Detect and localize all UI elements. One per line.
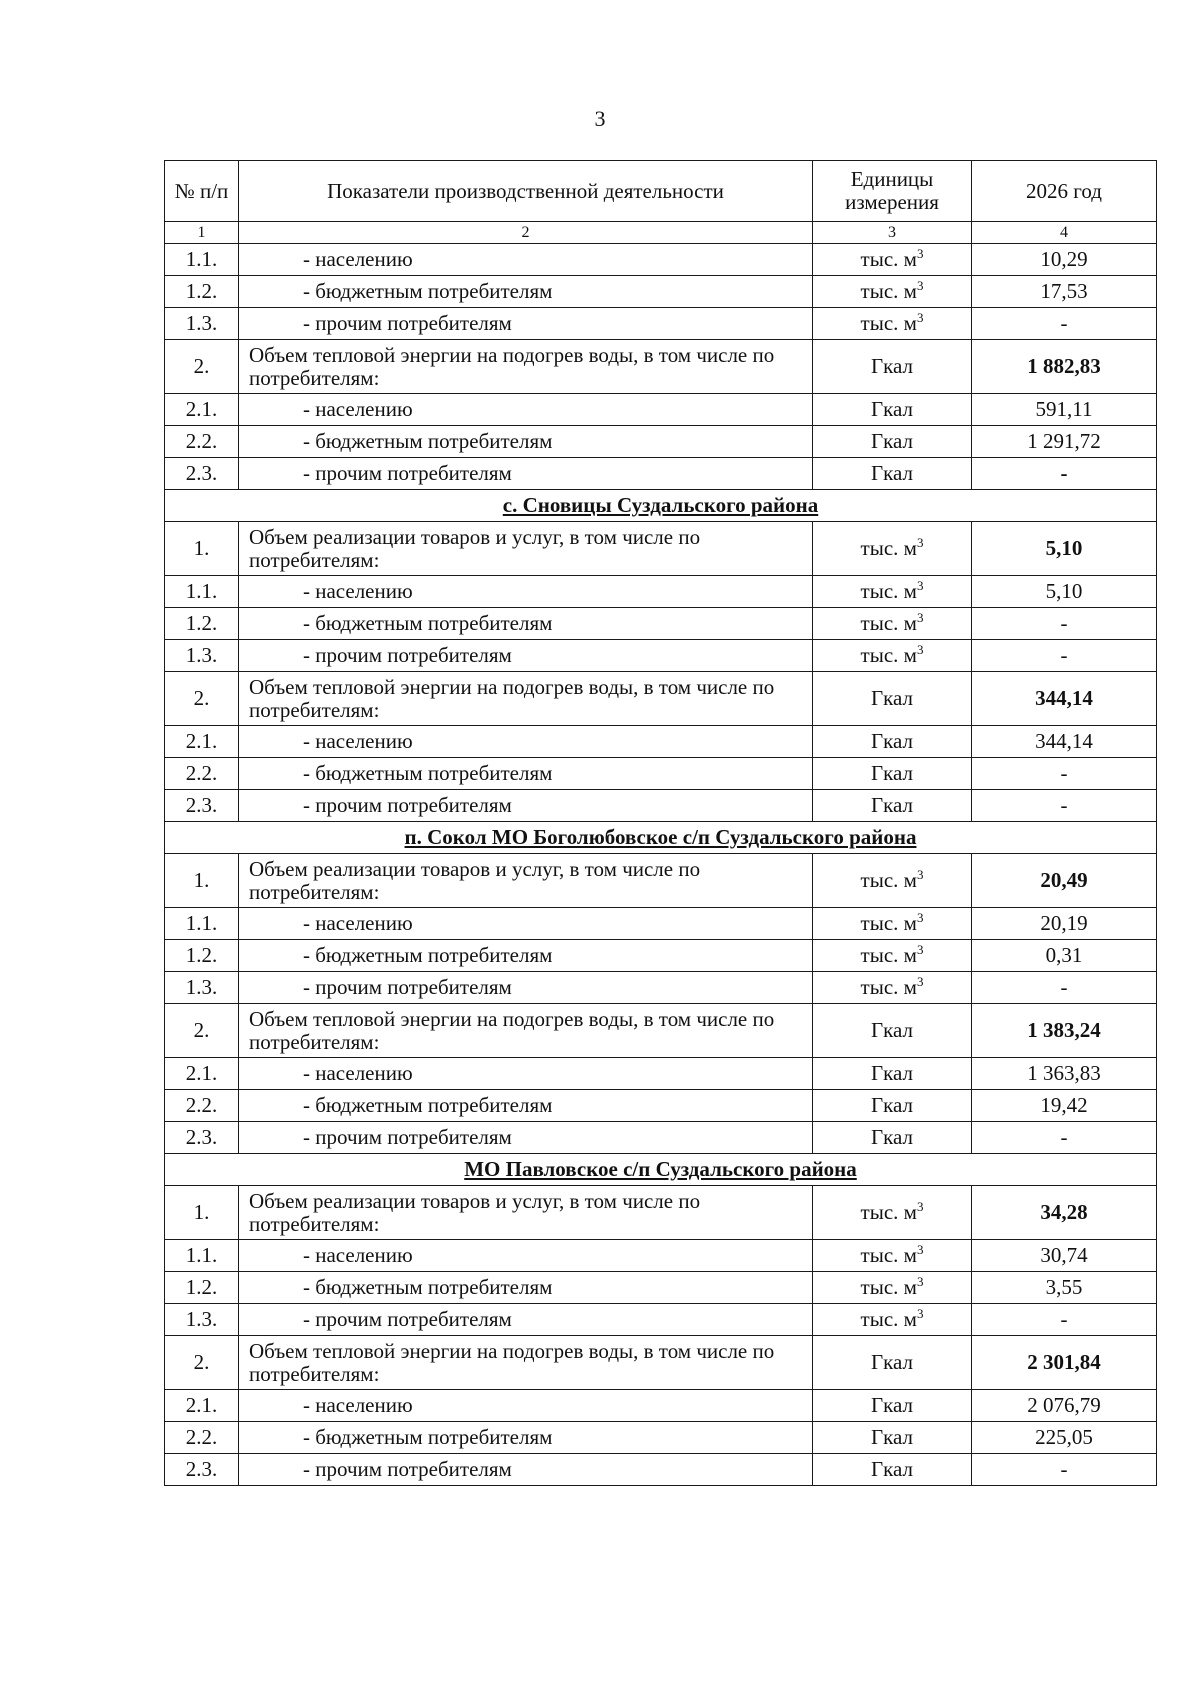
unit-label: тыс. м: [860, 1275, 917, 1299]
row-number: 1.2.: [165, 276, 239, 308]
row-number: 1.1.: [165, 576, 239, 608]
table-row: [165, 1390, 1157, 1422]
table-row: [165, 1336, 1157, 1390]
unit-label: тыс. м: [860, 1243, 917, 1267]
unit-cell: [813, 972, 972, 1004]
indicator-name: - населению: [239, 908, 813, 940]
table-row: [165, 576, 1157, 608]
indicator-name: - прочим потребителям: [239, 640, 813, 672]
value-2026: 20,49: [972, 854, 1157, 908]
table-row: [165, 308, 1157, 340]
value-2026: 1 383,24: [972, 1004, 1157, 1058]
row-number: 2.: [165, 1336, 239, 1390]
indicator-name: Объем тепловой энергии на подогрев воды, в том числе по потребителям:: [239, 340, 813, 394]
row-number: 2.: [165, 340, 239, 394]
value-2026: 344,14: [972, 726, 1157, 758]
unit-cell: [813, 522, 972, 576]
column-numbering-row: [165, 222, 1157, 244]
value-2026: 19,42: [972, 1090, 1157, 1122]
production-indicators-table: [164, 160, 1157, 1486]
unit-superscript: 3: [916, 867, 924, 882]
table-row: [165, 1090, 1157, 1122]
row-number: 1.3.: [165, 640, 239, 672]
indicator-name: - бюджетным потребителям: [239, 1272, 813, 1304]
unit-label: Гкал: [870, 1018, 913, 1042]
table-row: [165, 972, 1157, 1004]
row-number: 2.1.: [165, 394, 239, 426]
table-row: [165, 244, 1157, 276]
table-row: [165, 640, 1157, 672]
table-row: [165, 1122, 1157, 1154]
section-title: с. Сновицы Суздальского района: [165, 490, 1157, 522]
value-2026: 5,10: [972, 576, 1157, 608]
value-2026: 17,53: [972, 276, 1157, 308]
value-2026: -: [972, 308, 1157, 340]
unit-cell: [813, 1090, 972, 1122]
table-row: [165, 790, 1157, 822]
indicator-name: - бюджетным потребителям: [239, 940, 813, 972]
table-row: [165, 726, 1157, 758]
column-number: 4: [972, 222, 1157, 244]
indicator-name: - населению: [239, 576, 813, 608]
unit-label: Гкал: [870, 429, 913, 453]
page-number: 3: [594, 106, 606, 131]
table-row: [165, 1186, 1157, 1240]
unit-label: тыс. м: [860, 279, 917, 303]
table-row: [165, 908, 1157, 940]
indicator-name: - бюджетным потребителям: [239, 1422, 813, 1454]
value-2026: -: [972, 758, 1157, 790]
table-row: [165, 672, 1157, 726]
indicator-name: Объем тепловой энергии на подогрев воды, в том числе по потребителям:: [239, 672, 813, 726]
table-row: [165, 854, 1157, 908]
table-row: [165, 276, 1157, 308]
row-number: 2.1.: [165, 1058, 239, 1090]
row-number: 1.1.: [165, 908, 239, 940]
table-row: [165, 340, 1157, 394]
indicator-name: - бюджетным потребителям: [239, 758, 813, 790]
indicator-name: Объем тепловой энергии на подогрев воды, в том числе по потребителям:: [239, 1004, 813, 1058]
indicator-name: - населению: [239, 726, 813, 758]
unit-superscript: 3: [916, 535, 924, 550]
value-2026: -: [972, 790, 1157, 822]
unit-cell: [813, 1058, 972, 1090]
unit-label: тыс. м: [860, 1307, 917, 1331]
row-number: 1.3.: [165, 1304, 239, 1336]
unit-cell: [813, 940, 972, 972]
row-number: 2.3.: [165, 1454, 239, 1486]
unit-cell: [813, 1272, 972, 1304]
indicator-name: - прочим потребителям: [239, 458, 813, 490]
row-number: 2.2.: [165, 758, 239, 790]
header-unit: Единицы измерения: [813, 161, 972, 222]
indicator-name: - бюджетным потребителям: [239, 1090, 813, 1122]
value-2026: 10,29: [972, 244, 1157, 276]
unit-label: Гкал: [870, 1350, 913, 1374]
value-2026: 20,19: [972, 908, 1157, 940]
indicator-name: - прочим потребителям: [239, 308, 813, 340]
indicator-name: - прочим потребителям: [239, 1304, 813, 1336]
unit-cell: [813, 608, 972, 640]
value-2026: 30,74: [972, 1240, 1157, 1272]
unit-cell: [813, 1304, 972, 1336]
column-number: 3: [813, 222, 972, 244]
header-year: 2026 год: [972, 161, 1157, 222]
value-2026: 1 363,83: [972, 1058, 1157, 1090]
table-row: [165, 1058, 1157, 1090]
indicator-name: Объем реализации товаров и услуг, в том числе по потребителям:: [239, 854, 813, 908]
indicator-name: - населению: [239, 1058, 813, 1090]
unit-cell: [813, 640, 972, 672]
value-2026: 34,28: [972, 1186, 1157, 1240]
row-number: 2.2.: [165, 1090, 239, 1122]
row-number: 2.: [165, 1004, 239, 1058]
row-number: 1.3.: [165, 972, 239, 1004]
section-header-row: [165, 822, 1157, 854]
header-num: № п/п: [165, 161, 239, 222]
row-number: 2.2.: [165, 426, 239, 458]
row-number: 1.2.: [165, 608, 239, 640]
unit-superscript: 3: [916, 942, 924, 957]
table-row: [165, 394, 1157, 426]
indicator-name: - прочим потребителям: [239, 1454, 813, 1486]
row-number: 2.1.: [165, 726, 239, 758]
indicator-name: - прочим потребителям: [239, 1122, 813, 1154]
unit-cell: [813, 1122, 972, 1154]
section-header-row: [165, 490, 1157, 522]
unit-cell: [813, 758, 972, 790]
value-2026: 2 076,79: [972, 1390, 1157, 1422]
unit-cell: [813, 672, 972, 726]
unit-superscript: 3: [916, 1306, 924, 1321]
unit-superscript: 3: [916, 642, 924, 657]
table-row: [165, 1240, 1157, 1272]
unit-label: тыс. м: [860, 1200, 917, 1224]
table-row: [165, 1272, 1157, 1304]
unit-label: Гкал: [870, 397, 913, 421]
indicator-name: - прочим потребителям: [239, 790, 813, 822]
row-number: 1.: [165, 522, 239, 576]
unit-label: Гкал: [870, 1457, 913, 1481]
unit-label: Гкал: [870, 1425, 913, 1449]
unit-label: Гкал: [870, 1125, 913, 1149]
unit-label: тыс. м: [860, 579, 917, 603]
unit-superscript: 3: [916, 1199, 924, 1214]
column-number: 1: [165, 222, 239, 244]
table-body: [165, 161, 1157, 1486]
unit-cell: [813, 1336, 972, 1390]
unit-label: Гкал: [870, 793, 913, 817]
indicator-name: - бюджетным потребителям: [239, 426, 813, 458]
row-number: 1.1.: [165, 1240, 239, 1272]
value-2026: 2 301,84: [972, 1336, 1157, 1390]
value-2026: 591,11: [972, 394, 1157, 426]
value-2026: 0,31: [972, 940, 1157, 972]
table-header-row: [165, 161, 1157, 222]
unit-label: тыс. м: [860, 311, 917, 335]
table-row: [165, 522, 1157, 576]
value-2026: -: [972, 972, 1157, 1004]
indicator-name: - населению: [239, 1240, 813, 1272]
row-number: 1.2.: [165, 940, 239, 972]
unit-label: тыс. м: [860, 868, 917, 892]
unit-cell: [813, 340, 972, 394]
unit-cell: [813, 308, 972, 340]
unit-label: Гкал: [870, 1393, 913, 1417]
section-header-row: [165, 1154, 1157, 1186]
table-row: [165, 608, 1157, 640]
unit-superscript: 3: [916, 310, 924, 325]
unit-cell: [813, 726, 972, 758]
indicator-name: Объем реализации товаров и услуг, в том числе по потребителям:: [239, 1186, 813, 1240]
unit-cell: [813, 1390, 972, 1422]
unit-cell: [813, 908, 972, 940]
value-2026: 1 291,72: [972, 426, 1157, 458]
value-2026: -: [972, 1454, 1157, 1486]
indicator-name: - населению: [239, 244, 813, 276]
table-row: [165, 1454, 1157, 1486]
row-number: 2.: [165, 672, 239, 726]
unit-cell: [813, 790, 972, 822]
indicator-name: - бюджетным потребителям: [239, 276, 813, 308]
table-row: [165, 1304, 1157, 1336]
unit-label: Гкал: [870, 1093, 913, 1117]
unit-cell: [813, 576, 972, 608]
value-2026: 1 882,83: [972, 340, 1157, 394]
value-2026: -: [972, 1122, 1157, 1154]
unit-label: тыс. м: [860, 911, 917, 935]
value-2026: 5,10: [972, 522, 1157, 576]
value-2026: 3,55: [972, 1272, 1157, 1304]
unit-superscript: 3: [916, 278, 924, 293]
unit-superscript: 3: [916, 246, 924, 261]
unit-superscript: 3: [916, 974, 924, 989]
unit-cell: [813, 1422, 972, 1454]
indicator-name: - населению: [239, 394, 813, 426]
section-title: МО Павловское с/п Суздальского района: [165, 1154, 1157, 1186]
value-2026: -: [972, 608, 1157, 640]
unit-cell: [813, 1004, 972, 1058]
indicator-name: - населению: [239, 1390, 813, 1422]
header-indicator: Показатели производственной деятельности: [239, 161, 813, 222]
row-number: 1.: [165, 1186, 239, 1240]
unit-label: тыс. м: [860, 247, 917, 271]
value-2026: -: [972, 458, 1157, 490]
table-row: [165, 458, 1157, 490]
indicator-name: - бюджетным потребителям: [239, 608, 813, 640]
unit-cell: [813, 458, 972, 490]
row-number: 2.1.: [165, 1390, 239, 1422]
table-row: [165, 1422, 1157, 1454]
unit-label: тыс. м: [860, 643, 917, 667]
section-title: п. Сокол МО Боголюбовское с/п Суздальского района: [165, 822, 1157, 854]
unit-cell: [813, 426, 972, 458]
unit-superscript: 3: [916, 578, 924, 593]
unit-cell: [813, 276, 972, 308]
row-number: 2.3.: [165, 790, 239, 822]
unit-label: Гкал: [870, 686, 913, 710]
unit-cell: [813, 394, 972, 426]
row-number: 1.2.: [165, 1272, 239, 1304]
row-number: 1.: [165, 854, 239, 908]
unit-label: тыс. м: [860, 536, 917, 560]
unit-cell: [813, 1186, 972, 1240]
unit-superscript: 3: [916, 1274, 924, 1289]
row-number: 2.2.: [165, 1422, 239, 1454]
unit-label: тыс. м: [860, 943, 917, 967]
row-number: 1.1.: [165, 244, 239, 276]
table-row: [165, 1004, 1157, 1058]
value-2026: 344,14: [972, 672, 1157, 726]
unit-superscript: 3: [916, 1242, 924, 1257]
unit-superscript: 3: [916, 910, 924, 925]
row-number: 2.3.: [165, 1122, 239, 1154]
indicator-name: - прочим потребителям: [239, 972, 813, 1004]
table-row: [165, 940, 1157, 972]
unit-cell: [813, 1240, 972, 1272]
indicator-name: Объем тепловой энергии на подогрев воды, в том числе по потребителям:: [239, 1336, 813, 1390]
unit-label: Гкал: [870, 1061, 913, 1085]
table-row: [165, 426, 1157, 458]
unit-label: тыс. м: [860, 975, 917, 999]
unit-label: тыс. м: [860, 611, 917, 635]
unit-cell: [813, 854, 972, 908]
value-2026: -: [972, 1304, 1157, 1336]
value-2026: 225,05: [972, 1422, 1157, 1454]
unit-cell: [813, 1454, 972, 1486]
unit-label: Гкал: [870, 729, 913, 753]
indicator-name: Объем реализации товаров и услуг, в том числе по потребителям:: [239, 522, 813, 576]
row-number: 1.3.: [165, 308, 239, 340]
unit-label: Гкал: [870, 354, 913, 378]
column-number: 2: [239, 222, 813, 244]
value-2026: -: [972, 640, 1157, 672]
unit-label: Гкал: [870, 461, 913, 485]
table-row: [165, 758, 1157, 790]
unit-superscript: 3: [916, 610, 924, 625]
unit-cell: [813, 244, 972, 276]
unit-label: Гкал: [870, 761, 913, 785]
row-number: 2.3.: [165, 458, 239, 490]
